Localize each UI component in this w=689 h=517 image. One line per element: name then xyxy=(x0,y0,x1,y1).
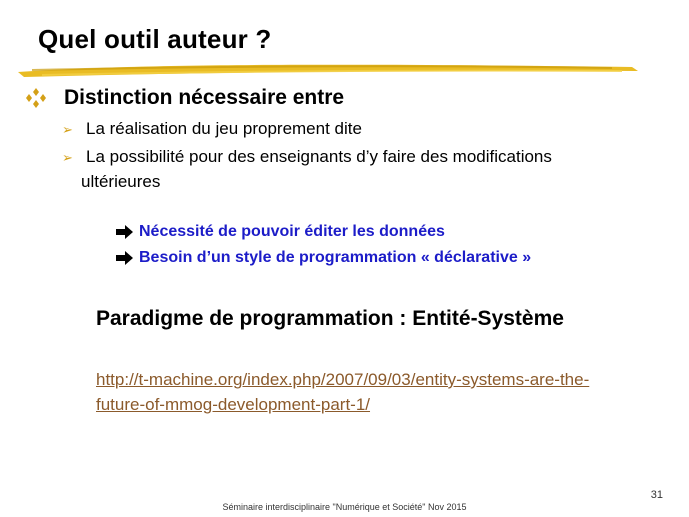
emphasis-text: Nécessité de pouvoir éditer les données xyxy=(139,223,445,240)
page-number: 31 xyxy=(650,489,663,501)
arrowhead-icon: ➢ xyxy=(62,122,73,137)
sub-item-text: La possibilité pour des enseignants d’y faire des modifications xyxy=(86,147,552,166)
main-bullet-text: Distinction nécessaire entre xyxy=(64,86,345,109)
reference-link[interactable] xyxy=(96,367,676,417)
reference-link-line2[interactable]: future-of-mmog-development-part-1/ xyxy=(96,395,371,414)
sub-item xyxy=(62,145,552,194)
main-bullet xyxy=(22,86,344,110)
sub-item-text-continued: ultérieures xyxy=(81,172,161,191)
sub-item xyxy=(62,117,362,142)
four-diamond-icon xyxy=(22,88,50,108)
emphasis-item xyxy=(116,223,445,241)
reference-link-line1[interactable]: http://t-machine.org/index.php/2007/09/03/entity-systems-are-the- xyxy=(96,370,590,389)
emphasis-item xyxy=(116,249,531,267)
paradigm-heading: Paradigme de programmation : Entité-Système xyxy=(96,307,564,330)
brush-stroke-divider xyxy=(12,60,642,82)
double-arrow-icon xyxy=(116,251,133,265)
arrowhead-icon: ➢ xyxy=(62,150,73,165)
double-arrow-icon xyxy=(116,225,133,239)
sub-item-text: La réalisation du jeu proprement dite xyxy=(86,119,362,138)
slide-title: Quel outil auteur ? xyxy=(38,24,272,54)
emphasis-text: Besoin d’un style de programmation « déclarative » xyxy=(139,249,532,266)
footer-text: Séminaire interdisciplinaire "Numérique et Société" Nov 2015 xyxy=(222,502,467,512)
